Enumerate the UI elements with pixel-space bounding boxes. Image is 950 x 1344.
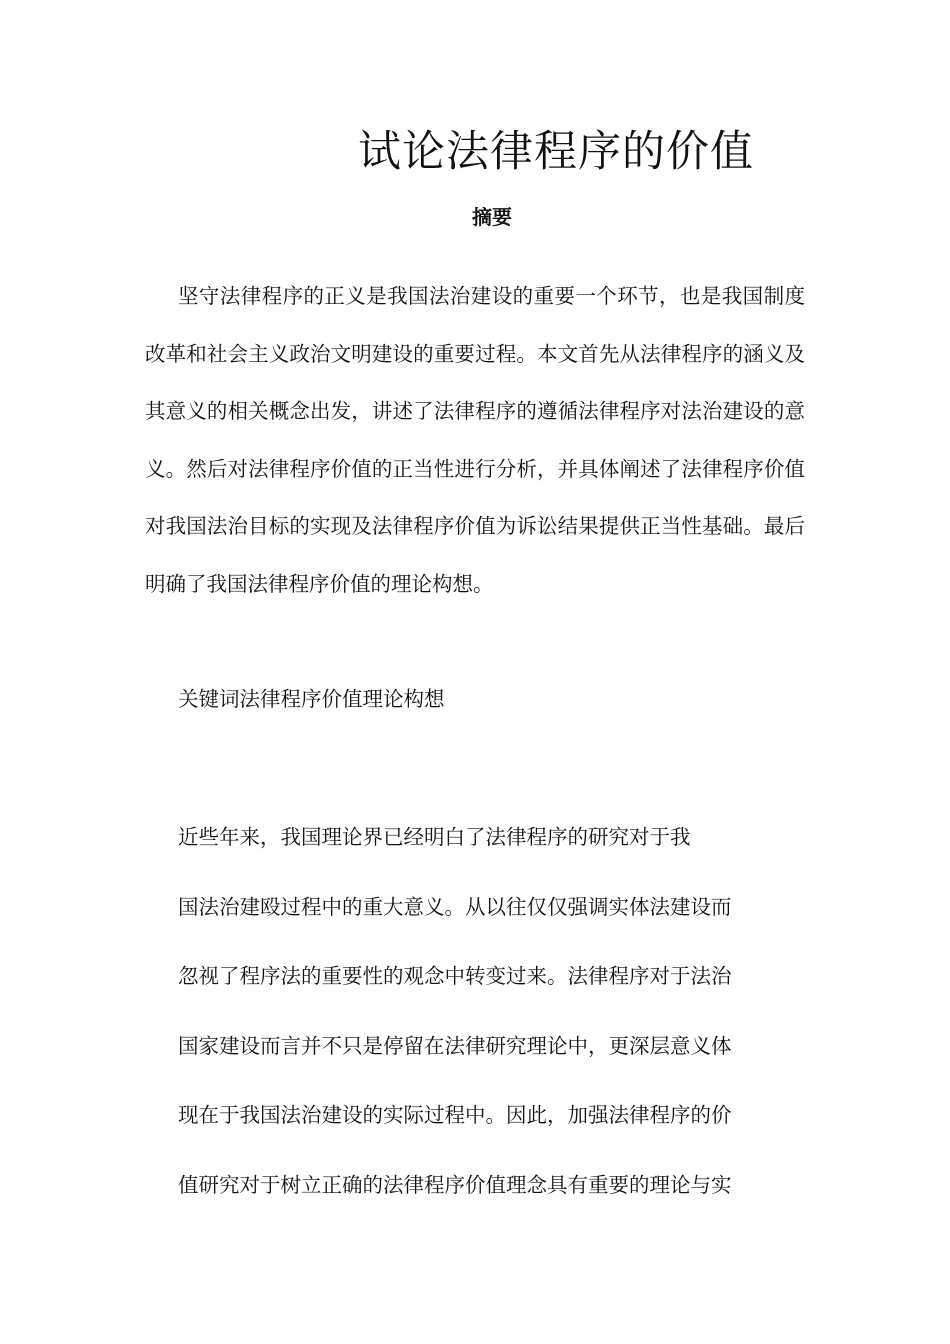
abstract-heading: 摘要 <box>472 205 512 229</box>
body-line: 国法治建殴过程中的重大意义。从以往仅仅强调实体法建设而 <box>178 894 732 919</box>
body-line: 值研究对于树立正确的法律程序价值理念具有重要的理论与实 <box>178 1172 732 1197</box>
abstract-paragraph: 坚守法律程序的正义是我国法治建设的重要一个环节，也是我国制度改革和社会主义政治文明建设的重要过程。本文首先从法律程序的涵义及其意义的相关概念出发，讲述了法律程序的遵循法律程序对法治建设的意义。然后对法律程序价值的正当性进行分析，并具体阐述了法律程序价值对我国法治目标的实现及法律程序价值为诉讼结果提供正当性基础。最后明确了我国法律程序价值的理论构想。 <box>145 284 805 596</box>
document-title: 试论法律程序的价值 <box>358 127 754 177</box>
body-line: 国家建设而言并不只是停留在法律研究理论中，更深层意义体 <box>178 1033 732 1058</box>
keywords-line: 关键词法律程序价值理论构想 <box>178 687 445 711</box>
body-paragraph <box>178 822 798 1239</box>
body-line: 现在于我国法治建设的实际过程中。因此，加强法律程序的价 <box>178 1103 732 1127</box>
body-line: 近些年来，我国理论界已经明白了法律程序的研究对于我 <box>178 825 691 849</box>
body-line: 忽视了程序法的重要性的观念中转变过来。法律程序对于法治 <box>178 964 732 988</box>
